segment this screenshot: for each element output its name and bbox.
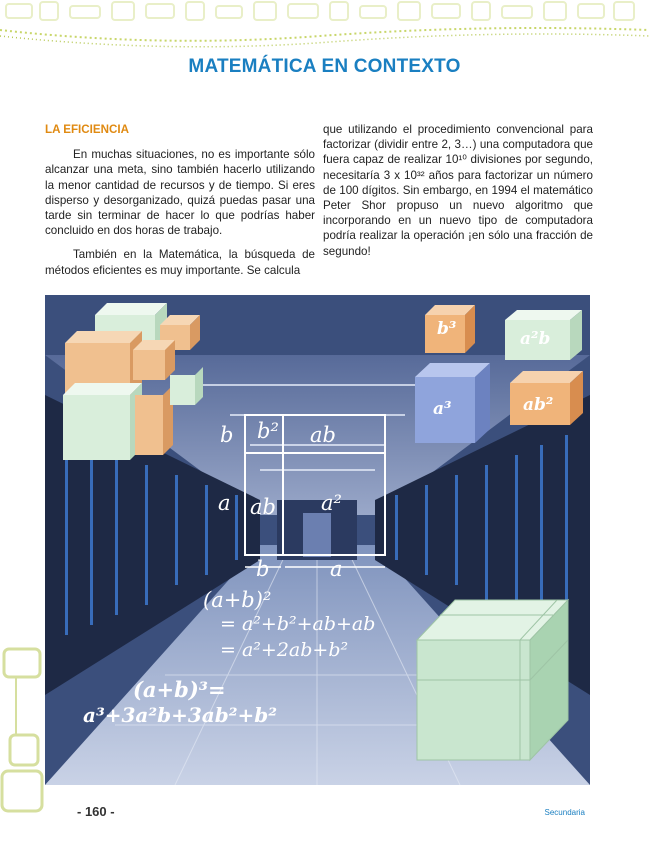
equation-cube-2: a³+3a²b+3ab²+b² [83, 703, 277, 727]
sidebar-decoration [0, 645, 44, 835]
paragraph-1: En muchas situaciones, no es importante sólo alcanzar una meta, sino también hacerlo utilizando la menor cantidad de recursos y de tiempo. Si eres disperso y desorganizado, quizá puedas pasar una tarde sin terminar de hacer lo que podrías haber concluido en dos horas de trabajo. [45, 148, 315, 238]
data-center-illustration [45, 295, 590, 785]
footer-label: Secundaria [544, 808, 585, 817]
equation-square-3: = a²+2ab+b² [220, 639, 349, 661]
cube-label-a2b: a²b [520, 329, 551, 349]
page-number: - 160 - [77, 804, 115, 819]
cube-label-b3: b³ [437, 319, 457, 339]
paragraph-3: que utilizando el procedimiento convencional para factorizar (dividir entre 2, 3…) una computadora que fuera capaz de realizar 10¹⁰ divisiones por segundo, necesitaría 3 x 10³² años para factorizar un número de 100 dígitos. Sin embargo, en 1994 el matemático Peter Shor propuso un nuevo algoritmo que incorporando en un nuevo tipo de computadora podría realizar la operación ¡en sólo una fracción de segundo! [323, 123, 593, 258]
paragraph-2: También en la Matemática, la búsqueda de métodos eficientes es muy importante. Se calcula [45, 248, 315, 277]
page-title: MATEMÁTICA EN CONTEXTO [188, 56, 461, 77]
cube-label-ab2: ab² [523, 395, 554, 415]
square-label-ab-bottom: ab [250, 495, 276, 519]
text-column-left [45, 122, 315, 278]
sum-cube [417, 600, 568, 760]
square-label-ab-top: ab [310, 423, 336, 447]
square-label-a-side: a [218, 491, 231, 515]
header-decoration [0, 0, 649, 60]
square-label-b2: b² [257, 419, 279, 443]
cube-label-a3: a³ [433, 399, 452, 419]
text-column-right [323, 122, 593, 259]
square-label-b-bottom: b [256, 557, 270, 581]
equation-cube-1: (a+b)³= [133, 677, 226, 702]
equation-square-1: (a+b)² [203, 588, 272, 612]
square-label-b-top: b [220, 423, 234, 447]
equation-square-2: = a²+b²+ab+ab [220, 613, 376, 635]
square-label-a2: a² [321, 491, 342, 515]
section-subheading: LA EFICIENCIA [45, 123, 129, 136]
sidebar-label [0, 634, 1, 690]
square-label-a-bottom: a [330, 557, 343, 581]
